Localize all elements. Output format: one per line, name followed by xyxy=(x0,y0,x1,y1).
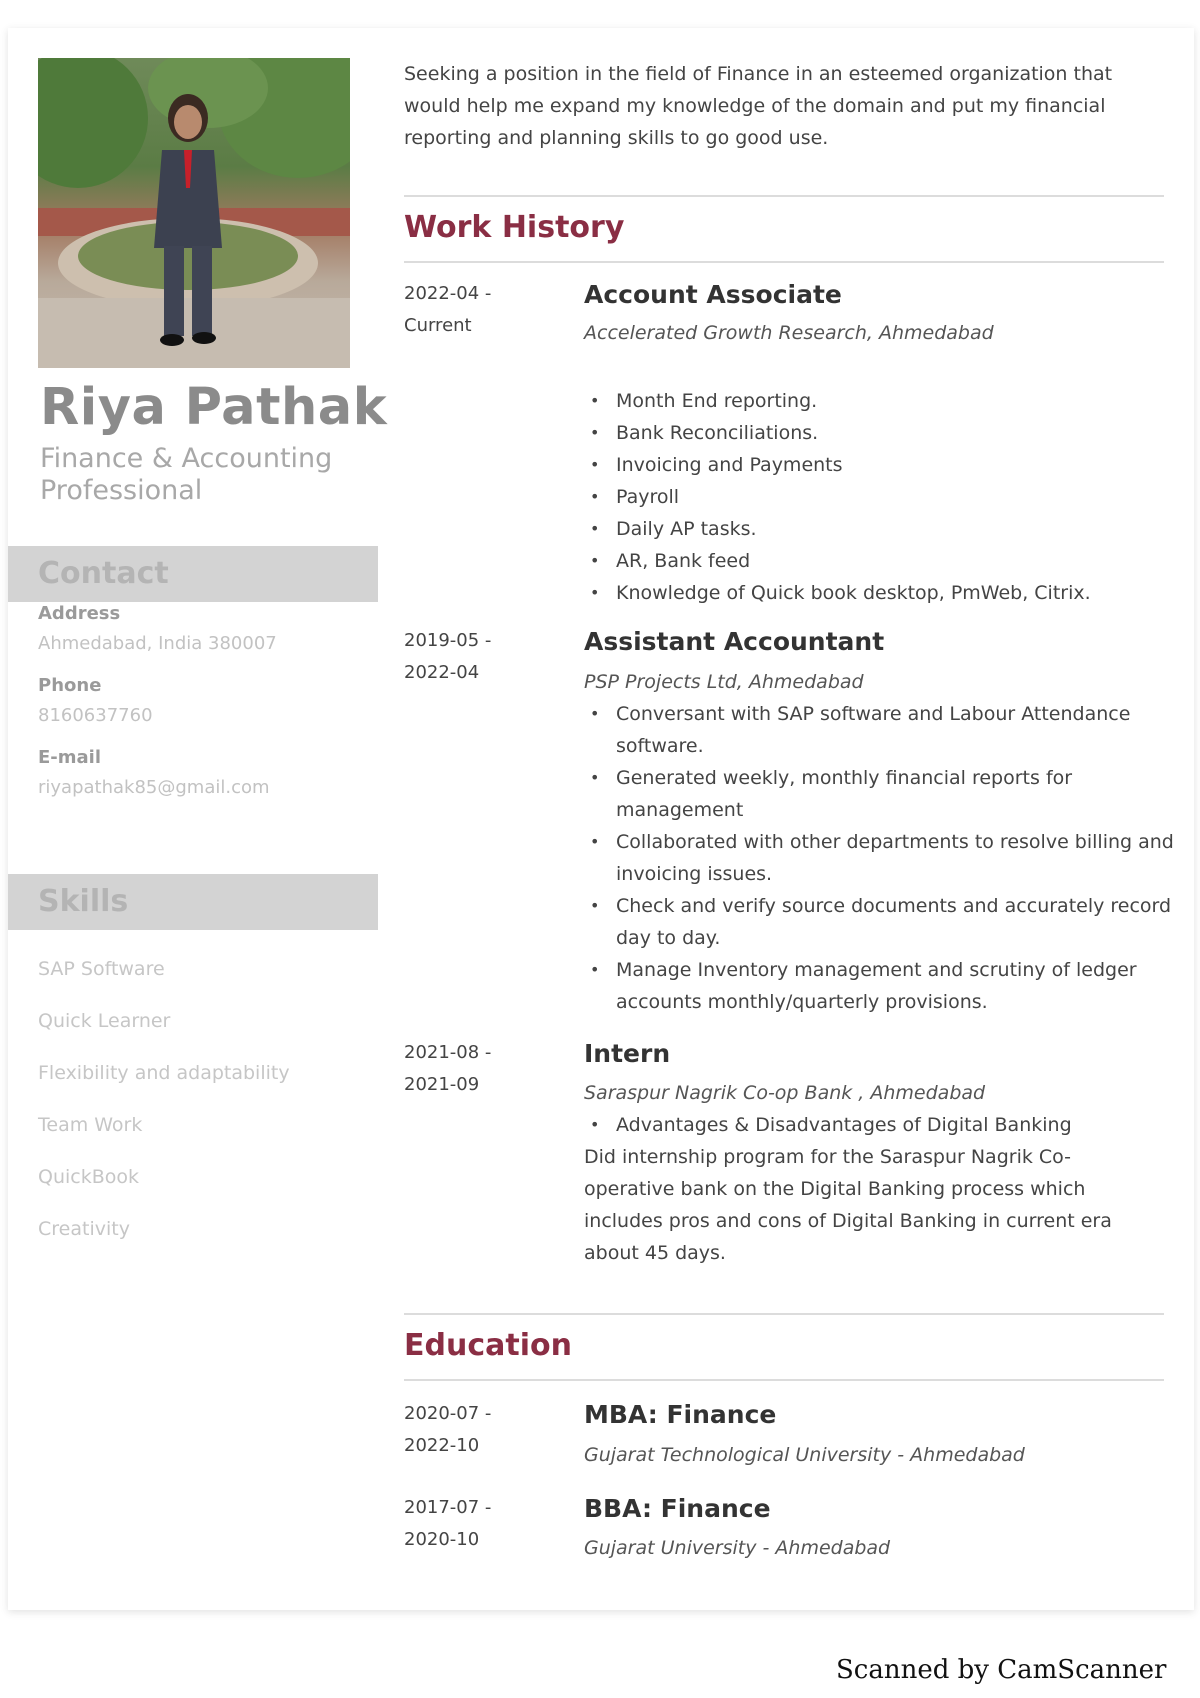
education-dates xyxy=(404,1492,564,1556)
skill-item: SAP Software xyxy=(38,958,165,980)
date-start: 2021-08 - xyxy=(404,1042,492,1063)
degree-title xyxy=(584,1494,771,1523)
date-start: 2017-07 - xyxy=(404,1497,492,1518)
job-title: Account Associate xyxy=(584,280,842,309)
skill-item: Team Work xyxy=(38,1114,143,1136)
profile-photo xyxy=(38,58,350,368)
list-item: • Conversant with SAP software and Labour Attendance software. xyxy=(584,698,1184,762)
list-item: • Collaborated with other departments to resolve billing and invoicing issues. xyxy=(584,826,1184,890)
contact-heading: Contact xyxy=(8,546,378,602)
list-item: • Check and verify source documents and accurately record day to day. xyxy=(584,890,1184,954)
job-dates xyxy=(404,1037,564,1101)
employer: Saraspur Nagrik Co-op Bank , Ahmedabad xyxy=(584,1082,986,1104)
scanner-watermark: Scanned by CamScanner xyxy=(836,1655,1167,1685)
date-end: 2021-09 xyxy=(404,1074,480,1095)
education-heading: Education xyxy=(404,1328,572,1363)
phone-value: 8160637760 xyxy=(38,705,153,726)
profession-line-2: Professional xyxy=(40,475,203,506)
address-label: Address xyxy=(38,603,121,624)
employer: PSP Projects Ltd, Ahmedabad xyxy=(584,671,864,693)
education-dates xyxy=(404,1398,564,1462)
list-item: • Invoicing and Payments xyxy=(584,449,1184,481)
list-item: • Payroll xyxy=(584,481,1184,513)
degree-title xyxy=(584,1400,776,1429)
degree-name: MBA xyxy=(584,1400,648,1429)
person-name: Riya Pathak xyxy=(40,378,388,437)
school: Gujarat Technological University - Ahmedabad xyxy=(584,1444,1025,1466)
job-dates xyxy=(404,278,564,342)
professional-summary: Seeking a position in the field of Finance in an esteemed organization that would help me expand my knowledge of the domain and put my financial reporting and planning skills to go good use. xyxy=(404,63,1113,149)
list-item: • Generated weekly, monthly financial reports for management xyxy=(584,762,1184,826)
date-end: 2022-04 xyxy=(404,662,480,683)
skill-item: Quick Learner xyxy=(38,1010,171,1032)
date-end: Current xyxy=(404,315,472,336)
date-end: 2022-10 xyxy=(404,1435,480,1456)
work-history-heading: Work History xyxy=(404,210,625,245)
job-title: Intern xyxy=(584,1039,671,1068)
duties-list xyxy=(584,385,1184,609)
degree-field: : Finance xyxy=(641,1494,771,1523)
profession-line-1: Finance & Accounting xyxy=(40,443,333,474)
divider xyxy=(404,195,1164,197)
date-start: 2022-04 - xyxy=(404,283,492,304)
profession-title xyxy=(40,443,360,507)
email-label: E-mail xyxy=(38,747,102,768)
list-item: • Bank Reconciliations. xyxy=(584,417,1184,449)
employer: Accelerated Growth Research, Ahmedabad xyxy=(584,322,994,344)
job-description: Did internship program for the Saraspur Nagrik Co-operative bank on the Digital Banking process which includes pros and cons of Digital Banking in current era about 45 days. xyxy=(584,1146,1112,1264)
school: Gujarat University - Ahmedabad xyxy=(584,1537,891,1559)
duties-list xyxy=(584,698,1184,1018)
duties-list xyxy=(584,1109,1184,1141)
skill-item: QuickBook xyxy=(38,1166,140,1188)
job-dates xyxy=(404,625,564,689)
list-item: • Advantages & Disadvantages of Digital Banking xyxy=(584,1109,1184,1141)
divider xyxy=(404,261,1164,263)
list-item: • Knowledge of Quick book desktop, PmWeb, Citrix. xyxy=(584,577,1184,609)
email-value: riyapathak85@gmail.com xyxy=(38,777,270,798)
date-start: 2019-05 - xyxy=(404,630,492,651)
skill-item: Creativity xyxy=(38,1218,130,1240)
date-start: 2020-07 - xyxy=(404,1403,492,1424)
date-end: 2020-10 xyxy=(404,1529,480,1550)
divider xyxy=(404,1313,1164,1315)
degree-field: : Finance xyxy=(647,1400,777,1429)
list-item: • Manage Inventory management and scrutiny of ledger accounts monthly/quarterly provisions. xyxy=(584,954,1184,1018)
list-item: • AR, Bank feed xyxy=(584,545,1184,577)
job-title: Assistant Accountant xyxy=(584,627,885,656)
skills-heading: Skills xyxy=(8,874,378,930)
skill-item: Flexibility and adaptability xyxy=(38,1062,290,1084)
resume-page xyxy=(8,28,1194,1610)
address-value: Ahmedabad, India 380007 xyxy=(38,633,277,654)
list-item: • Month End reporting. xyxy=(584,385,1184,417)
phone-label: Phone xyxy=(38,675,102,696)
list-item: • Daily AP tasks. xyxy=(584,513,1184,545)
divider xyxy=(404,1379,1164,1381)
degree-name: BBA xyxy=(584,1494,642,1523)
